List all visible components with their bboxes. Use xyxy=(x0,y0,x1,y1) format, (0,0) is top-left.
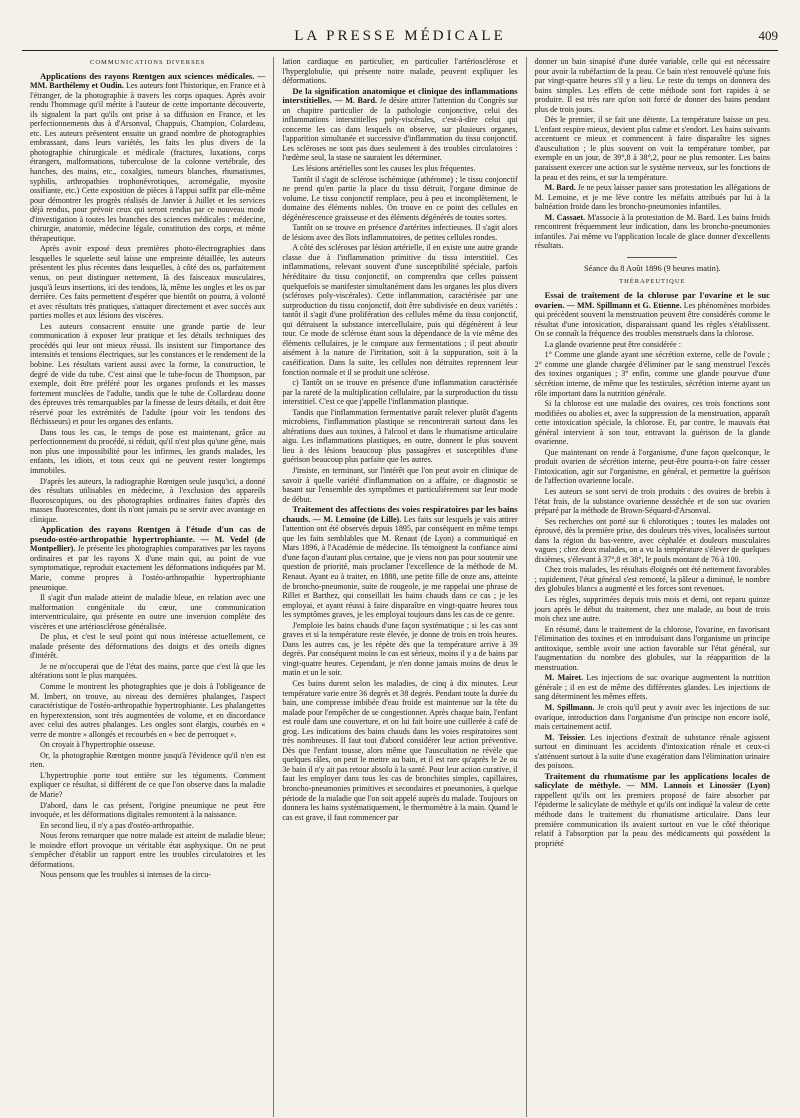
article-title-text: Applications des rayons Rœntgen aux sciences médicales. xyxy=(40,70,255,81)
article-title-text: Essai de traitement de la chlorose par l'ovarine et le suc ovarien. xyxy=(534,290,770,310)
article-title-text: Traitement des affections des voies respiratoires par les bains chauds. xyxy=(282,504,518,524)
section-label: COMMUNICATIONS DIVERSES xyxy=(90,59,206,66)
paragraph: A côté des scléroses par lésion artérielle, il en existe une autre grande classe due à l'inflammation primitive du tissu interstitiel. Ces inflammations, relevant souvent d'une susceptibilité spéciale, parfois héréditaire du tissu conjonctif, on comprendra que celles puissent quelquefois se manifester simultanément dans les organes les plus divers (scléroses poly-viscérales). Cette inflammation, caractérisée par une surproduction du tissu conjonctif, doit être subdivisée en deux variétés : tantôt il s'agit d'une prolifération des cellules même du tissu conjonctif, qui détruisent la substance intercellulaire, puis qui dégénèrent à leur tour. Ce mode de sclérose étant sous la dépendance de la vie même des éléments cellulaires, je le compare aux fermentations ; il peut aboutir aisément à la nature de l'irritation, soit à la suppuration, soit à la caséification. Dans la suite, les cellules non détruites reprennent leur fonction normale et il se produit une sclérose. xyxy=(282,243,518,377)
speaker-text: Les injections d'extrait de substance rénale agissent surtout en diminuant les accidents d'intoxication rénale et ceux-ci s'atténuent surtout à la suite d'une exagération dans l'élimination urinaire des poisons. xyxy=(534,732,770,771)
speaker-text: Les injections de suc ovarique augmentent la nutrition générale ; il en est de même des différentes glandes. Les injections de sang déterminent les mêmes effets. xyxy=(534,673,770,702)
paragraph: Nous ferons remarquer que notre malade est atteint de maladie bleue; le moindre effort provoque un véritable état asphyxique. On ne peut s'empêcher d'établir un rapport entre les troubles circulatoires et les déformations. xyxy=(30,831,266,869)
speaker-name: M. Mairet. xyxy=(544,673,584,683)
discussion-paragraph xyxy=(535,213,770,251)
speaker-name: M. Spillmann. xyxy=(544,703,595,712)
article-title xyxy=(282,87,517,163)
separator-rule xyxy=(627,257,677,258)
discussion-paragraph xyxy=(535,673,770,702)
paragraph: Les règles, supprimées depuis trois mois et demi, ont reparu quinze jours après le début du traitement, chez une malade, au bout de trois mois chez une autre. xyxy=(534,594,770,624)
page-number: 409 xyxy=(758,28,778,43)
paragraph: En résumé, dans le traitement de la chlorose, l'ovarine, en favorisant l'élimination des toxines et en introduisant dans l'organisme un principe antitoxique, semble avoir une action favorable sur l'état général, sur l'augmentation du nombre des globules, sur la réapparition de la menstruation. xyxy=(534,624,770,672)
speaker-text: Je ne peux laisser passer sans protestation les allégations de M. Lemoine, et je me lève contre les méfaits attribués par lui à la balnéation froide dans les broncho-pneumonies infantiles. xyxy=(534,183,770,212)
article-authors: — M. Vedel (de Montpellier). xyxy=(30,534,266,554)
column-2 xyxy=(273,57,525,1117)
paragraph: D'abord, dans le cas présent, l'origine pneumique ne peut être invoquée, et les déformations digitales remontent à la naissance. xyxy=(30,800,266,820)
article-authors: — MM. Spillmann et G. Etienne. xyxy=(566,300,682,310)
paragraph: En second lieu, il n'y a pas d'ostéo-arthropathie. xyxy=(40,820,194,830)
paragraph: Tandis que l'inflammation fermentative paraît relever plutôt d'agents microbiens, l'inflammation plastique se rencontrerait surtout dans les altérations dues aux toxines, à l'alcool et dans le rhumatisme articulaire aigu. Les inflammations plastiques, en outre, donnent le plus souvent lieu à des lésions beaucoup plus passagères et susceptibles d'une guérison beaucoup plus parfaite que les autres. xyxy=(282,407,518,465)
paragraph: Tantôt on se trouve en présence d'artérites infectieuses. Il s'agit alors de lésions avec des îlots inflammatoires, de petites cellules rondes. xyxy=(282,223,518,242)
page-header xyxy=(22,28,778,51)
paragraph: Comme le montrent les photographies que je dois à l'obligeance de M. Imbert, on trouve, au niveau des dernières phalanges, l'aspect caractéristique de l'ostéo-arthropathie hypertrophiante. Les phalangettes en hyperextension, sont très augmentées de volume, et en discordance avec celui des autres phalanges. Les ongles sont élargis, courbés en « verre de montre » allongés et recourbés en « bec de perroquet ». xyxy=(30,682,266,739)
discussion-paragraph xyxy=(535,183,770,212)
paragraph: La glande ovarienne peut être considérée : xyxy=(544,339,681,349)
speaker-name: M. Cassaet. xyxy=(544,212,586,222)
paragraph: Que maintenant on rende à l'organisme, d'une façon quelconque, le produit ovarien de sécrétion interne, peut-être pourra-t-on faire cesser l'intoxication, agir sur l'organisme, en général, et permettre la guérison de l'affection ovarienne locale. xyxy=(534,447,770,486)
section-label: THÉRAPEUTIQUE xyxy=(619,278,686,286)
speaker-name: M. Teissier. xyxy=(544,732,586,742)
paragraph: Les auteurs consacrent ensuite une grande partie de leur communication à exposer leur pratique et les détails techniques des procédés qui leur ont mieux réussi. Ils insistent sur l'importance des intensités et tensions électriques, sur les constances et le rendement de la bobine. Les résultats varient aussi avec la forme, la construction, le degré de vide du tube. C'est ainsi que le tube-focus de Thompson, par exemple, doit être préféré pour les organes profonds et les masses fortement musclées de l'adulte, tandis que le tube de Collardeau donne des épreuves très remarquables par la finesse de leurs détails, et doit être réservé pour les extrémités de l'adulte (pour voir les tendons des fléchisseurs) et pour les organes des enfants. xyxy=(30,321,266,427)
paragraph: Les lésions artérielles sont les causes les plus fréquentes. xyxy=(292,164,476,174)
article-authors: — MM. Lannois et Linossier (Lyon) xyxy=(626,781,770,791)
paragraph: D'après les auteurs, la radiographie Rœntgen seule jusqu'ici, a donné des résultats utilisables en médecine, à l'exclusion des appareils fluoroscopiques, ou des photographies ordinaires faites d'après des masses fluorescentes, dont ils n'ont jamais pu se servir avec avantage en clinique. xyxy=(30,476,266,524)
paragraph: Si la chlorose est une maladie des ovaires, ces trois fonctions sont modifiées ou abolies et, avec la suppression de la menstruation, apparaît cette intoxication spéciale, la chlorose. Et, par contre, le mauvais état général intervient à son tour, entravant la guérison de la glande ovarienne. xyxy=(534,399,770,447)
article-authors: — M. Lemoine (de Lille). xyxy=(312,514,402,524)
paragraph: Il s'agit d'un malade atteint de maladie bleue, en relation avec une malformation congénitale du cœur, une communication interventriculaire, qui présente en outre une inversion complète des viscères et une artériosclérose généralisée. xyxy=(30,593,266,631)
speaker-name: M. Bard. xyxy=(544,183,576,193)
paragraph: J'emploie les bains chauds d'une façon systématique ; si les cas sont graves et si la température reste élevée, je donne de trois en trois heures. Dans les autres cas, je les répète dès que la température arrive à 39 degrés. Par conséquent moins le cas est sérieux, moins il y a de bains par vingt-quatre heures. Cependant, je n'en donne jamais moins de deux le matin et un le soir. xyxy=(282,620,518,678)
text-columns xyxy=(22,57,778,1117)
discussion-paragraph xyxy=(535,703,770,732)
paragraph: Or, la photographie Rœntgen montre jusqu'à l'évidence qu'il n'en est rien. xyxy=(30,750,266,770)
paragraph: Dès le premier, il se fait une détente. La température baisse un peu. L'enfant respire mieux, devient plus calme et s'endort. Les bains suivants accentuent ce mieux et commencent à faire disparaître les signes d'auscultation ; le plus souvent on voit la température tomber, par exemple en un jour, de 39°,8 à 38°,2, pour ne plus remonter. Les bains paraissent exercer une action sur le système nerveux, sur les fonctions de la peau et des reins, et sur la température. xyxy=(534,115,770,182)
paragraph: J'insiste, en terminant, sur l'intérêt que l'on peut avoir en clinique de savoir à quelle variété d'inflammation on a affaire, ce diagnostic se basant sur l'ensemble des symptômes et particulièrement sur leur mode de début. xyxy=(282,465,518,504)
session-date: Séance du 8 Août 1896 (9 heures matin). xyxy=(583,263,721,273)
paragraph: c) Tantôt on se trouve en présence d'une inflammation caractérisée par la rareté de la multiplication cellulaire, par la surproduction du tissu interstitiel. C'est ce que j'appelle l'inflammation plastique. xyxy=(282,378,518,407)
article-title xyxy=(535,291,770,339)
paragraph: lation cardiaque en particulier, en particulier l'artériosclérose et l'hyperglobulie, qui présente notre malade, peuvent expliquer les déformations. xyxy=(282,57,518,86)
paragraph: On croyait à l'hypertrophie osseuse. xyxy=(40,740,156,750)
discussion-paragraph xyxy=(535,733,770,771)
paragraph: donner un bain sinapisé d'une durée variable, celle qui est nécessaire pour avoir la rubéfaction de la peau. Ce bain n'est renouvelé qu'une fois par vingt-quatre heures s'il y a lieu. Le reste du temps on donnera des bains simples. Les effets de cette méthode sont fort rapides à se produire. Il est très rare qu'on soit forcé de donner des bains pendant plus de trois jours. xyxy=(534,57,770,114)
article-title xyxy=(30,72,265,244)
paragraph: De plus, et c'est le seul point qui nous intéresse actuellement, ce malade présente des déformations des doigts et des orteils dignes d'intérêt. xyxy=(30,632,266,661)
article-title-text: Traitement du rhumatisme par les applications locales de salicylate de méthyle. xyxy=(534,770,770,791)
article-lead: Les phénomènes morbides qui précèdent souvent la menstruation peuvent être considérés comme le résultat d'une intoxication, disparaissant quand les règles s'établissent. On se connaît la fréquence des troubles menstruels dans la chlorose. xyxy=(534,300,770,339)
article-title xyxy=(535,772,770,848)
speaker-text: M'associe à la protestation de M. Bard. Les bains froids rencontrent fréquemment leur indication, dans les broncho-pneumonies infantiles. J'ai même vu l'application locale de glace donner d'excellents résultats. xyxy=(534,212,770,251)
paragraph: Ces bains durent selon les maladies, de cinq à dix minutes. Leur température varie entre 36 degrés et 38 degrés. Pendant toute la durée du bain, une compresse imbibée d'eau froide est maintenue sur la tête du malade pour l'empêcher de se congestionner. Après chaque bain, l'enfant est roulé dans une couverture, et on lui fait boire une cuillerée à café de grog. Les indications des bains chauds dans les voies respiratoires sont très nombreuses. Il faut tout d'abord considérer leur action préventive. Dès que l'enfant tousse, alors même que l'auscultation ne révèle que quelques râles, on peut le mettre au bain, et il est rare qu'après le 2e ou 3e bain il n'y ait pas retour absolu à la santé. Pour leur action curative, il faut les employer dans tous les cas de bronchites simples, capillaires, broncho-pneumonies primitives et secondaires et pneumonies, à quelque période de la maladie que l'on soit appelé auprès du malade. Toujours on donnera les bains systématiquement, le thermomètre à la main. Quand le cas est grave, il faut commencer par xyxy=(282,679,518,822)
article-title xyxy=(282,505,517,620)
journal-title: LA PRESSE MÉDICALE xyxy=(294,28,506,44)
column-1 xyxy=(22,57,273,1117)
article-title-text: Application des rayons Rœntgen à l'étude d'un cas de pseudo-ostéo-arthropathie hypertrophiante. xyxy=(30,524,266,544)
article-lead: Les auteurs font l'historique, en France et à l'étranger, de la photographie à travers les corps opaques. Après avoir rendu l'hommage qu'il mérite à l'auteur de cette importante découverte, ils signalent la part qu'ils ont prise à sa diffusion en France, et les perfectionnements dus à d'Arsonval, Chappuis, Champion, Colardeau, etc. Les auteurs présentent ensuite un grand nombre de photographies embrassant, dans leurs variétés, les faits les plus divers de la photographie chirurgicale et médicale (fractures, luxations, corps étrangers, malformations, tuberculose de la colonne vertébrale, des hanches, des mains, etc., coxalgies, tumeurs blanches, rhumatismes, syphilis, arthropathies trophonévrotiques, acromégalie, myosite ossifiante, etc.) Cette exposition de pièces à l'appui suffit par elle-même pour démontrer les progrès réalisés de Janvier à Juillet et les services déjà rendus, pour prévoir ceux qui seront rendus par ce nouveau mode d'investigation à toutes les branches des sciences médicales : médecine, chirurgie, anatomie, médecine légale, constitution des corps, et même thérapeutique. xyxy=(30,81,266,243)
paragraph: Dans tous les cas, le temps de pose est maintenant, grâce au perfectionnement du procédé, si réduit, qu'il n'est plus qu'une gêne, mais non plus une impossibilité pour les infirmes, les grands malades, les enfants, les idiots, et tous ceux qui ne peuvent rester longtemps immobiles. xyxy=(30,427,266,475)
article-lead: Les faits sur lesquels je vais attirer l'attention ont été observés depuis 1895, par conséquent en même temps que les faits semblables que M. Renaut (de Lyon) a communiqué en Mars 1896, à l'Académie de médecine. Ils témoignent la confiance ainsi d'une façon d'autant plus certaine, que je viens non pas pour soutenir une question de priorité, mais proclamer l'excellence de la méthode de M. Renaut. Ayant eu à traiter, en 1888, une petite fille de onze ans, atteinte de broncho-pneumonie, suite de rougeole, je me rappelai une phrase de Rillet et Barthez, qui conseillait les bains chauds dans ce cas ; je les employai, et ayant réussi à faire disparaître en vingt-quatre heures tous les symptômes graves, je les employai toujours dans les cas de ce genre. xyxy=(282,514,518,620)
paragraph: 1° Comme une glande ayant une sécrétion externe, celle de l'ovule ; 2° comme une glande chargée d'éliminer par le sang menstruel l'excès des toxines organiques ; 3° enfin, comme une glande pourvue d'une sécrétion interne, de même que les testicules, sécrétion interne ayant un rôle important dans la nutrition générale. xyxy=(534,350,770,398)
paragraph: Tantôt il s'agit de sclérose ischémique (athérome) ; le tissu conjonctif ne prend qu'en partie la place du tissu détruit, l'organe diminue de volume. Le tissu conjonctif remplace, peu à peu et incomplètement, le domaine des éléments nobles. On trouve en ce point des cellules en dégénérescence graisseuse et des éléments dégénérés de toutes sortes. xyxy=(282,174,518,222)
paragraph: Nous pensons que les troubles si intenses de la circu- xyxy=(40,870,211,880)
speaker-text: Je crois qu'il peut y avoir avec les injections de suc ovarique, introduction dans l'organisme d'un principe non encore isolé, mais certainement actif. xyxy=(534,703,770,732)
paragraph: Les auteurs se sont servi de trois produits : des ovaires de brebis à l'état frais, de la substance ovarienne desséchée et de son suc ovarien préparé par la méthode de Brown-Séquard-d'Arsonval. xyxy=(534,486,770,516)
article-authors: — MM. Barthélemy et Oudin. xyxy=(30,71,266,91)
paragraph: Chez trois malades, les résultats éloignés ont été nettement favorables ; rapidement, l'état général s'est remonté, la pâleur a diminué, le nombre des globules blancs a augmenté et les forces sont revenues. xyxy=(534,565,770,594)
paragraph: Je ne m'occuperai que de l'état des mains, parce que c'est là que les altérations sont le plus marquées. xyxy=(30,661,266,681)
article-title xyxy=(30,525,265,592)
article-lead: Je désire attirer l'attention du Congrès sur un chapitre particulier de la pathologie conjonctive, celui des inflammations interstitielles poly-viscérales, c'est-à-dire celui qui concerne les cas dans lesquels on observe, sur plusieurs organes, l'apparition simultanée et successive d'inflammation du tissu conjonctif. Les scléroses ne sont pas dues seulement à des troubles circulatoires : l'œdème seul, la stase ne sauraient les déterminer. xyxy=(282,96,518,163)
paragraph: Ses recherches ont porté sur 6 chlorotiques ; toutes les malades ont éprouvé, dès la première prise, des douleurs très vives, localisées surtout dans la région du bas-ventre, avec céphalée et douleurs musculaires vagues ; chez deux malades, on a vu la température s'élever de quelques dixièmes, s'élevant à 37°,8 et 38°, le pouls montant de 76 à 100. xyxy=(534,516,770,564)
paragraph: Après avoir exposé deux premières photo-électrographies dans lesquelles le squelette seul laisse une empreinte détaillée, les auteurs présentent les plus récentes dans lesquelles, à côté des os, parfaitement venus, on peut distinguer nettement, là des faisceaux musculaires, jusqu'à leurs insertions, ici des tendons, là, même les ongles et les os par derrière. Ces faits permettent d'espérer que bientôt on pourra, à volonté et avec résultats très pratiques, s'attaquer directement et avec succès aux parties molles et aux lésions des viscères. xyxy=(30,244,266,321)
column-3 xyxy=(526,57,778,1117)
article-title-text: De la signification anatomique et clinique des inflammations interstitielles. xyxy=(282,85,518,106)
article-lead: Je présente les photographies comparatives par les rayons ordinaires et par les rayons X d'une main qui, au point de vue symptomatique, reproduit exactement les déformations indiquées par M. Marie, comme propres à l'ostéo-arthropathie hypertrophiante pneumique. xyxy=(30,544,266,592)
article-lead: rappellent qu'ils ont les premiers proposé de faire absorber par l'épiderme le salicylate de méthyle et qu'ils ont indiqué la valeur de cette méthode dans le traitement du rhumatisme articulaire. Dans leur première communication ils avaient surtout en vue le côté théorique relatif à l'absorption par la peau des médicaments qui possèdent la propriété xyxy=(534,790,770,848)
paragraph: L'hypertrophie porte tout entière sur les téguments. Comment expliquer ce résultat, si différent de ce que l'on observe dans la maladie de Marie? xyxy=(30,770,266,800)
article-authors: — M. Bard. xyxy=(334,96,377,106)
